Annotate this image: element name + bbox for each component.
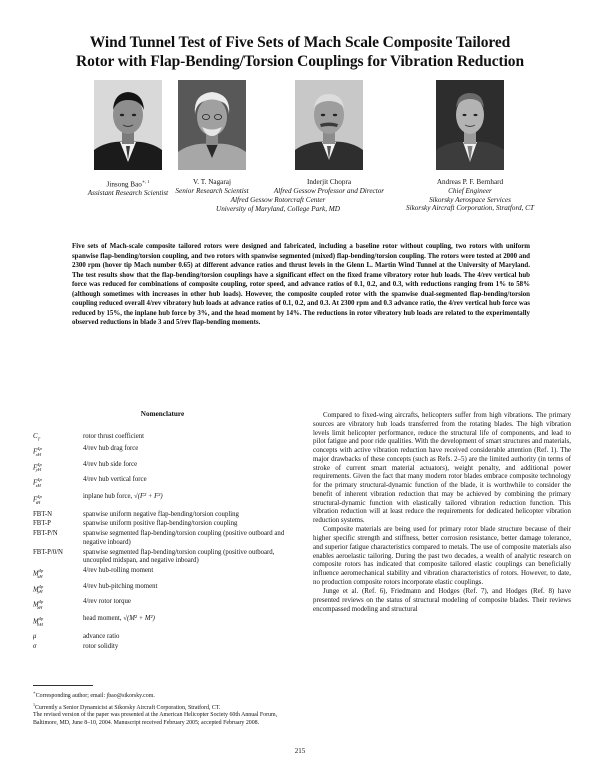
affiliation-university: University of Maryland, College Park, MD (216, 204, 340, 213)
body-paragraph: Junge et al. (Ref. 6), Friedmann and Hodges (Ref. 7), and Hodges (Ref. 8) have presented reviews on the status of structural modeling of composite blades. Their reviews encompassed modeling and structural (313, 587, 571, 613)
author-role: Assistant Research Scientist (87, 189, 169, 198)
nomenclature-list (33, 433, 303, 652)
affiliation-center: Alfred Gessow Rotorcraft Center (230, 196, 326, 204)
affiliation-umd (178, 196, 378, 214)
nomenclature-definition: 4/rev hub vertical force (83, 476, 147, 483)
nomenclature-row (33, 615, 303, 629)
nomenclature-row (33, 583, 303, 597)
introduction-body (313, 411, 571, 614)
nomenclature-definition: advance ratio (83, 632, 120, 640)
author-name: Jinsong Bao (106, 180, 142, 189)
nomenclature-heading: Nomenclature (140, 410, 185, 418)
nomenclature-symbol: $F^{4p}_{tH}$ (33, 494, 42, 505)
body-paragraph: Compared to fixed-wing aircrafts, helicopters suffer from high vibrations. The primary sources are vibratory hub loads transferred from the rotating blades. The high vibration levels limit helicopter performance, reduce the structural life of components, and lead to pilot fatigue and poor ride qualities. With the development of smart structures and materials, concepts with active vibration reduction have received considerable attention (Ref. 1). The major drawbacks of these concepts (such as Refs. 2–5) are the limited authority (in terms of stroke of current smart material actuators), weight penalty, and additional power requirements. Given the fact that many modern rotor blades embrace composite technology for the primary structural-dynamic function of the blade, it is worthwhile to consider the benefit of inherent vibration reduction that may be achieved by combining the primary structural-dynamic function with elastically tailored vibration reduction function. This vibration reduction will at least reduce the requirements for dedicated helicopter vibration reduction systems. (313, 411, 571, 524)
nomenclature-symbol: $M^{4p}_{yH}$ (33, 583, 44, 595)
nomenclature-symbol: μ (33, 632, 37, 640)
nomenclature-symbol: FBT-P (33, 520, 51, 528)
nomenclature-row (33, 433, 303, 444)
nomenclature-definition: rotor thrust coefficient (83, 433, 145, 440)
nomenclature-definition: inplane hub force, √(F² + F²) (83, 493, 163, 501)
nomenclature-definition: 4/rev hub-rolling moment (83, 567, 154, 575)
footnote-rule (33, 685, 93, 686)
author-photo-bao (94, 80, 162, 170)
nomenclature-definition: head moment, √(M² + M²) (83, 615, 155, 623)
nomenclature-definition: 4/rev rotor torque (83, 598, 131, 606)
author-company: Sikorsky Aircraft Corporation, Stratford, CT (406, 204, 534, 213)
inplane-force-formula: √(F² + F²) (133, 493, 163, 501)
nomenclature-row (33, 530, 303, 547)
nomenclature-symbol: σ (33, 642, 37, 650)
nomenclature-definition: spanwise uniform negative flap-bending/torsion coupling (83, 510, 239, 518)
nomenclature-row (33, 567, 303, 581)
nomenclature-symbol: $F^{4p}_{xH}$ (33, 446, 42, 457)
nomenclature-symbol: $F^{4p}_{yH}$ (33, 461, 42, 473)
nomenclature-row (33, 633, 303, 642)
author-bernhard (400, 178, 540, 213)
author-role: Alfred Gessow Professor and Director (273, 186, 385, 195)
author-photo-bernhard (436, 80, 504, 170)
nomenclature-symbol: FBT-P/N (33, 530, 58, 538)
nomenclature-row (33, 493, 303, 507)
nomenclature-definition: 4/rev hub drag force (83, 445, 139, 453)
author-role: Chief Engineer (448, 186, 492, 195)
head-moment-formula: √(M² + M²) (123, 615, 155, 623)
nomenclature-row (33, 461, 303, 475)
title-line-1: Wind Tunnel Test of Five Sets of Mach Scale Composite Tailored (89, 34, 511, 51)
nomenclature-definition: spanwise segmented flap-bending/torsion coupling (positive outboard and negative inboard) (83, 530, 285, 546)
abstract: Five sets of Mach-scale composite tailored rotors were designed and fabricated, including a baseline rotor without coupling, two rotors with uniform spanwise flap-bending/torsion coupling, and two rotors with spanwise segmented (mixed) flap-bending/torsion coupling. The rotors were tested at 2000 and 2300 rpm (hover tip Mach number 0.65) at different advance ratios and thrust levels in the Glenn L. Martin Wind Tunnel at the University of Maryland. The test results show that the flap-bending/torsion couplings have a significant effect on the fixed frame vibratory rotor hub loads. The 4/rev vertical hub force was reduced for combinations of composite coupling, rotor speed, and advance ratios of 0.1, 0.2, and 0.3, with reductions ranging from 1% to 58% (although sometimes with increases in other hub loads). However, the composite coupled rotor with the spanwise dual-segmented flap-bending/torsion coupling reduced overall 4/rev vibratory hub loads at advance ratios of 0.1, 0.2, and 0.3. At 2300 rpm and 0.3 advance ratio, the 4/rev vertical hub force was reduced by 15%, the inplane hub force by 3%, and the head moment by 14%. The reductions in rotor vibratory hub loads are related to the experimentally observed reductions in blade 3 and 5/rev flap-bending moments. (72, 243, 530, 326)
nomenclature-symbol: FBT-P/0/N (33, 548, 63, 556)
author-name: V. T. Nagaraj (193, 178, 231, 186)
nomenclature-definition: spanwise segmented flap-bending/torsion coupling (positive outboard, uncoupled midspan, and negative inboard) (83, 548, 275, 565)
title-line-2: Rotor with Flap-Bending/Torsion Couplings for Vibration Reduction (76, 53, 524, 70)
nomenclature-symbol: $C_T$ (33, 433, 41, 442)
author-footnote-marks: ∗, 1 (141, 179, 150, 184)
paper-title (20, 33, 580, 71)
nomenclature-row (33, 598, 303, 612)
nomenclature-symbol: $F^{4p}_{zH}$ (33, 477, 42, 488)
nomenclature-definition: spanwise uniform positive flap-bending/torsion coupling (83, 520, 238, 528)
nomenclature-definition: 4/rev hub side force (83, 460, 138, 468)
author-photo-chopra (295, 80, 363, 170)
nomenclature-row (33, 520, 303, 529)
footnote-corresponding: ∗Corresponding author; email: jbao@sikorsky.com. (33, 690, 155, 699)
nomenclature-symbol: $M^{4p}_{zH}$ (33, 599, 44, 610)
nomenclature-row (33, 511, 303, 520)
author-name: Inderjit Chopra (306, 178, 352, 186)
body-paragraph: Composite materials are being used for primary rotor blade structure because of their higher specific strength and stiffness, better corrosion resistance, better damage tolerance, and superior fatigue characteristics compared to metals. The use of composite materials also enables aeroelastic tailoring. During the past two decades, a wealth of analytic research on composite rotors has indicated that composite tailored elastic couplings can beneficially influence aeromechanical stability and vibration characteristics of rotors. However, to date, no production composite rotors incorporate elastic couplings. (313, 525, 571, 586)
nomenclature-row (33, 445, 303, 459)
nomenclature-symbol: FBT-N (33, 510, 53, 518)
author-chopra (254, 178, 404, 196)
footnote-current: $^1$Currently a Senior Dynamicist at Sikorsky Aircraft Corporation, Stratford, CT. (33, 701, 221, 711)
author-org: Sikorsky Aerospace Services (429, 195, 511, 204)
nomenclature-row (33, 643, 303, 652)
author-name: Andreas P. F. Bernhard (436, 178, 504, 186)
page-number: 215 (294, 747, 306, 755)
nomenclature-definition: 4/rev hub-pitching moment (83, 582, 158, 590)
nomenclature-symbol: $M^{4p}_{hH}$ (33, 616, 44, 628)
nomenclature-row (33, 476, 303, 490)
author-photo-nagaraj (178, 80, 246, 170)
nomenclature-symbol: $M^{4p}_{xH}$ (33, 568, 44, 579)
nomenclature-definition: rotor solidity (83, 642, 119, 650)
author-role: Senior Research Scientist (175, 186, 249, 195)
nomenclature-row (33, 549, 303, 566)
footnote-revised: The revised version of the paper was presented at the American Helicopter Society 60th Annual Forum, Baltimore, MD, June 8–10, 2004. Manuscript received February 2005; accepted February 2008. (33, 712, 278, 726)
footnotes (33, 689, 301, 727)
